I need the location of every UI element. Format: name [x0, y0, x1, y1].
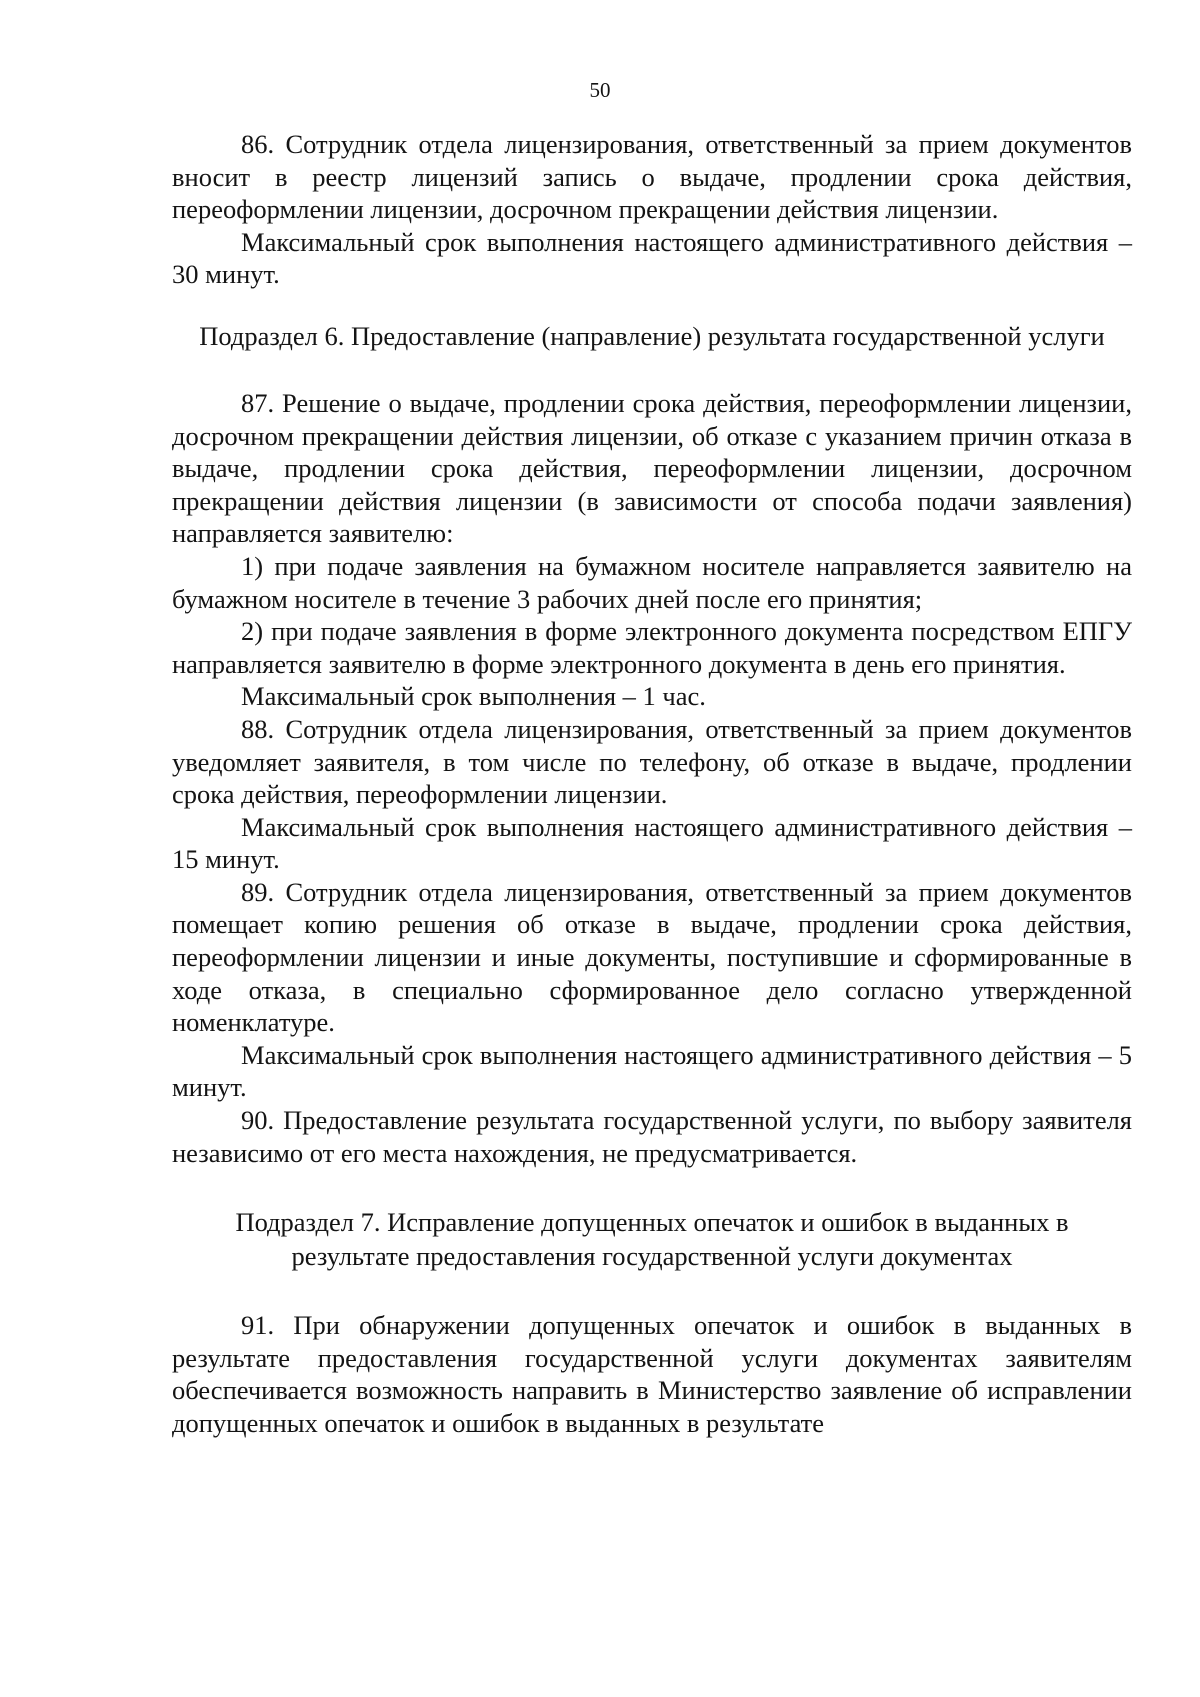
- paragraph-86-deadline: Максимальный срок выполнения настоящего административного действия – 30 минут.: [172, 226, 1132, 290]
- paragraph-86: 86. Сотрудник отдела лицензирования, ответственный за прием документов вносит в реестр лицензий запись о выдаче, продлении срока действия, переоформлении лицензии, досрочном прекращении действия лицензии.: [172, 129, 1132, 225]
- paragraph-88-deadline: Максимальный срок выполнения настоящего административного действия – 15 минут.: [172, 811, 1132, 875]
- subsection-6-heading: Подраздел 6. Предоставление (направление) результата государственной услуги: [199, 320, 1105, 351]
- paragraph-87-deadline: Максимальный срок выполнения – 1 час.: [241, 681, 706, 712]
- paragraph-90: 90. Предоставление результата государственной услуги, по выбору заявителя независимо от его места нахождения, не предусматривается.: [172, 1105, 1132, 1168]
- document-body: [172, 128, 1132, 1440]
- subsection-7-heading: Подраздел 7. Исправление допущенных опечаток и ошибок в выданных в результате предоставления государственной услуги документах: [235, 1207, 1069, 1272]
- paragraph-89-deadline: Максимальный срок выполнения настоящего административного действия – 5 минут.: [172, 1039, 1132, 1103]
- paragraph-88: 88. Сотрудник отдела лицензирования, ответственный за прием документов уведомляет заявителя, в том числе по телефону, об отказе в выдаче, продлении срока действия, переоформлении лицензии.: [172, 713, 1132, 810]
- paragraph-87: 87. Решение о выдаче, продлении срока действия, переоформлении лицензии, досрочном прекращении действия лицензии, об отказе с указанием причин отказа в выдаче, продлении срока действия, переоформлении лицензии, досрочном прекращении действия лицензии (в зависимости от способа подачи заявления) направляется заявителю:: [172, 387, 1132, 549]
- page-number: 50: [589, 78, 611, 102]
- paragraph-87-item-1: 1) при подаче заявления на бумажном носителе направляется заявителю на бумажном носителе в течение 3 рабочих дней после его принятия;: [172, 550, 1132, 614]
- paragraph-89: 89. Сотрудник отдела лицензирования, ответственный за прием документов помещает копию решения об отказе в выдаче, продлении срока действия, переоформлении лицензии и иные документы, поступившие и сформированные в ходе отказа, в специально сформированное дело согласно утвержденной номенклатуре.: [172, 876, 1132, 1038]
- paragraph-91: 91. При обнаружении допущенных опечаток и ошибок в выданных в результате предоставления государственной услуги документах заявителям обеспечивается возможность направить в Министерство заявление об исправлении допущенных опечаток и ошибок в выданных в результате: [172, 1310, 1132, 1438]
- paragraph-87-item-2: 2) при подаче заявления в форме электронного документа посредством ЕПГУ направляется заявителю в форме электронного документа в день его принятия.: [172, 616, 1132, 679]
